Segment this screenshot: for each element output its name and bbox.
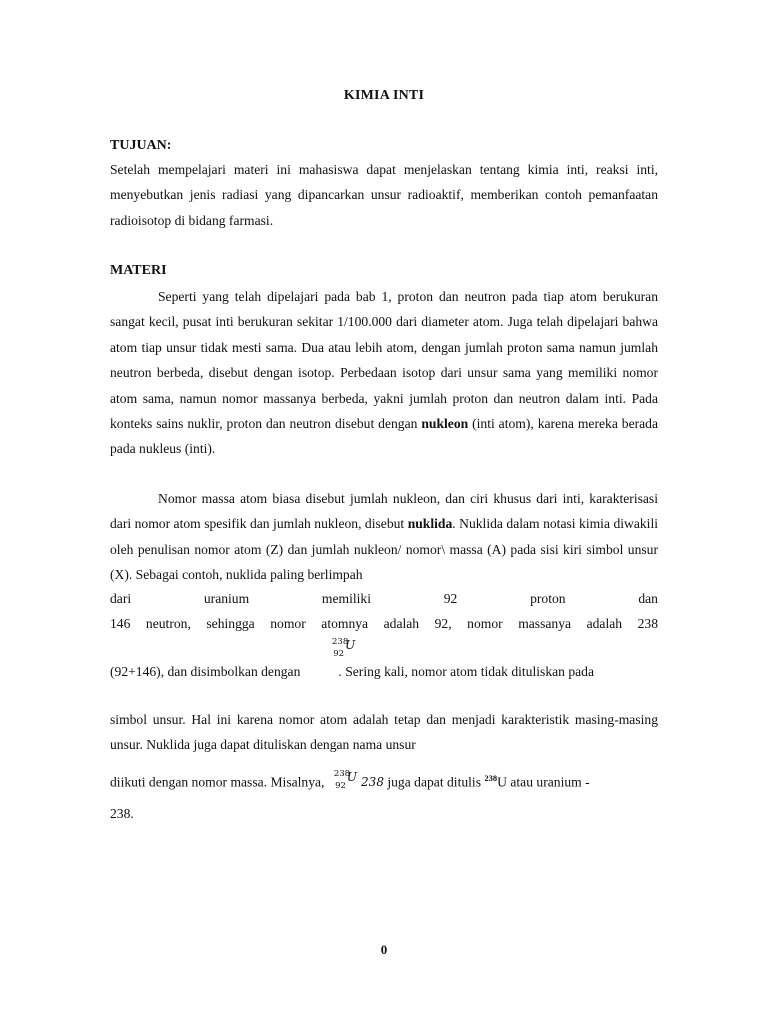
line-diikuti-text-b: juga dapat ditulis [387, 774, 481, 790]
line-diikuti-text-c: U atau uranium - [497, 774, 590, 790]
superscript-mass: 238 [484, 773, 498, 783]
mass-number: 238 [332, 637, 349, 647]
word: dan [638, 591, 658, 606]
paragraph-2-text: Nomor massa atom biasa disebut jumlah nukleon, dan ciri khusus dari inti, karakterisasi dari nomor atom spesifik dan jumlah nukleon, disebut [110, 491, 658, 532]
materi-heading: MATERI [110, 263, 167, 278]
word: 92 [443, 591, 458, 606]
mass-number: 238 [333, 768, 351, 779]
nuclide-symbol-u238 [332, 637, 369, 660]
tujuan-heading: TUJUAN: [110, 138, 172, 153]
page-title: KIMIA INTI [343, 88, 425, 103]
paragraph-2 [110, 486, 658, 588]
page-number: 0 [380, 942, 388, 957]
word: proton [530, 591, 566, 606]
paragraph-1 [110, 284, 658, 462]
line-92-146-text-b: . Sering kali, nomor atom tidak dituliskan pada [338, 664, 594, 679]
element-letter: U [345, 638, 356, 652]
paragraph-2-tail: . Nuklida dalam notasi kimia diwakili oleh penulisan nomor atom (Z) dan jumlah nukleon/ nomor\ massa (A) pada sisi kiri simbol unsur (X). Sebagai contoh, nuklida paling berlimpah [110, 516, 659, 583]
paragraph-3: simbol unsur. Hal ini karena nomor atom adalah tetap dan menjadi karakteristik masing-masing unsur. Nuklida juga dapat dituliskan dengan nama unsur [110, 712, 658, 753]
atomic-number: 92 [333, 649, 345, 660]
line-238: 238. [110, 806, 134, 821]
term-nuklida: nuklida [407, 516, 453, 532]
line-146-neutron: 146 neutron, sehingga nomor atomnya adalah 92, nomor massanya adalah 238 [110, 616, 658, 631]
word: uranium [203, 591, 250, 606]
line-92-146 [110, 664, 658, 680]
line-92-146-text-a: (92+146), dan disimbolkan dengan [110, 664, 301, 679]
tujuan-paragraph: Setelah mempelajari materi ini mahasiswa dapat menjelaskan tentang kimia inti, reaksi inti, menyebutkan jenis radiasi yang dipancarkan unsur radioaktif, memberikan contoh pemanfaatan radioisotop di bidang farmasi. [110, 162, 658, 228]
mass-suffix: 238 [361, 774, 384, 789]
line-diikuti-text-a: diikuti dengan nomor massa. Misalnya, [110, 774, 325, 790]
paragraph-1-tail: (inti atom), karena mereka berada pada nukleus (inti). [110, 416, 658, 457]
spread-line [110, 591, 658, 607]
word: dari [110, 591, 132, 606]
term-nukleon: nukleon [421, 416, 469, 432]
atomic-number: 92 [335, 780, 346, 791]
word: memiliki [321, 591, 372, 606]
line-diikuti [110, 768, 658, 793]
element-letter: U [346, 769, 358, 784]
paragraph-1-text: Seperti yang telah dipelajari pada bab 1, proton dan neutron pada tiap atom berukuran sangat kecil, pusat inti berukuran sekitar 1/100.000 dari diameter atom. Juga telah dipelajari bahwa atom tiap unsur tidak mesti sama. Dua atau lebih atom, dengan jumlah proton sama namun jumlah neutron berbeda, disebut dengan isotop. Perbedaan isotop dari unsur sama yang memiliki nomor atom sama, namun nomor massanya berbeda, yakni jumlah proton dan neutron dalam inti. Pada konteks sains nuklir, proton dan neutron disebut dengan [110, 289, 658, 432]
